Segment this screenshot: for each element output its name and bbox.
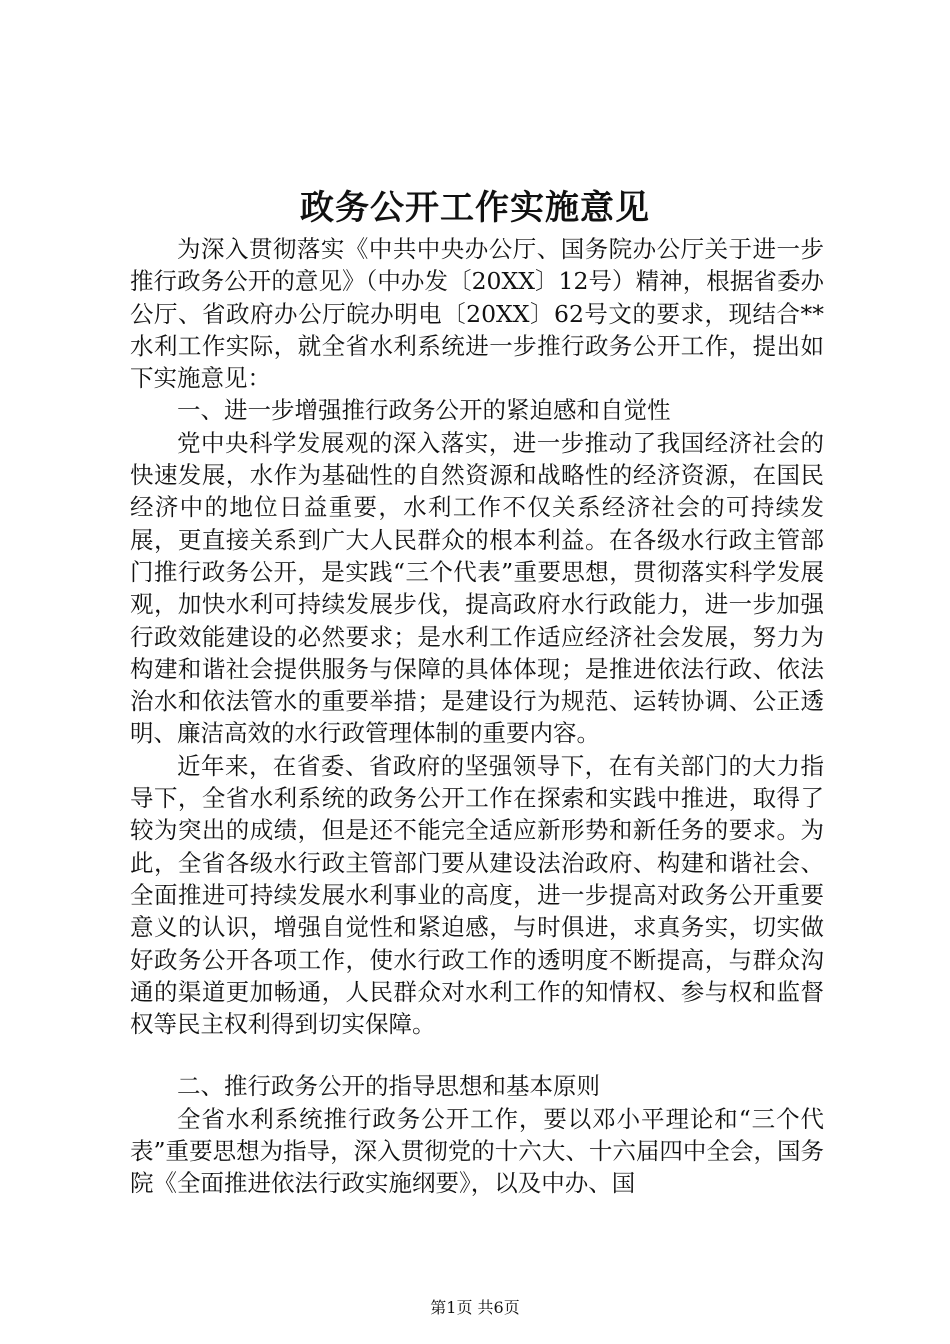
page-number-footer: 第1页 共6页 <box>430 1298 520 1317</box>
section-heading-2: 二、推行政务公开的指导思想和基本原则 <box>177 1072 600 1101</box>
document-title: 政务公开工作实施意见 <box>300 188 650 228</box>
body-paragraph: 近年来，在省委、省政府的坚强领导下，在有关部门的大力指导下，全省水利系统的政务公开工作在探索和实践中推进，取得了较为突出的成绩，但是还不能完全适应新形势和新任务的要求。为此，全省各级水行政主管部门要从建设法治政府、构建和谐社会、全面推进可持续发展水利事业的高度，进一步提高对政务公开重要意义的认识，增强自觉性和紧迫感，与时俱进，求真务实，切实做好政务公开各项工作，使水行政工作的透明度不断提高，与群众沟通的渠道更加畅通，人民群众对水利工作的知情权、参与权和监督权等民主权利得到切实保障。 <box>130 751 824 1039</box>
body-paragraph: 全省水利系统推行政务公开工作，要以邓小平理论和“三个代表”重要思想为指导，深入贯彻党的十六大、十六届四中全会，国务院《全面推进依法行政实施纲要》，以及中办、国 <box>130 1104 824 1198</box>
section-heading-1: 一、进一步增强推行政务公开的紧迫感和自觉性 <box>177 396 671 425</box>
intro-paragraph: 为深入贯彻落实《中共中央办公厅、国务院办公厅关于进一步推行政务公开的意见》（中办发〔20XX〕12号）精神，根据省委办公厅、省政府办公厅皖办明电〔20XX〕62号文的要求，现结合**水利工作实际，就全省水利系统进一步推行政务公开工作，提出如下实施意见： <box>130 235 824 393</box>
document-body <box>130 233 824 1200</box>
body-paragraph: 党中央科学发展观的深入落实，进一步推动了我国经济社会的快速发展，水作为基础性的自然资源和战略性的经济资源，在国民经济中的地位日益重要，水利工作不仅关系经济社会的可持续发展，更直接关系到广大人民群众的根本利益。在各级水行政主管部门推行政务公开，是实践“三个代表”重要思想，贯彻落实科学发展观，加快水利可持续发展步伐，提高政府水行政能力，进一步加强行政效能建设的必然要求；是水利工作适应经济社会发展，努力为构建和谐社会提供服务与保障的具体体现；是推进依法行政、依法治水和依法管水的重要举措；是建设行为规范、运转协调、公正透明、廉洁高效的水行政管理体制的重要内容。 <box>130 428 824 748</box>
